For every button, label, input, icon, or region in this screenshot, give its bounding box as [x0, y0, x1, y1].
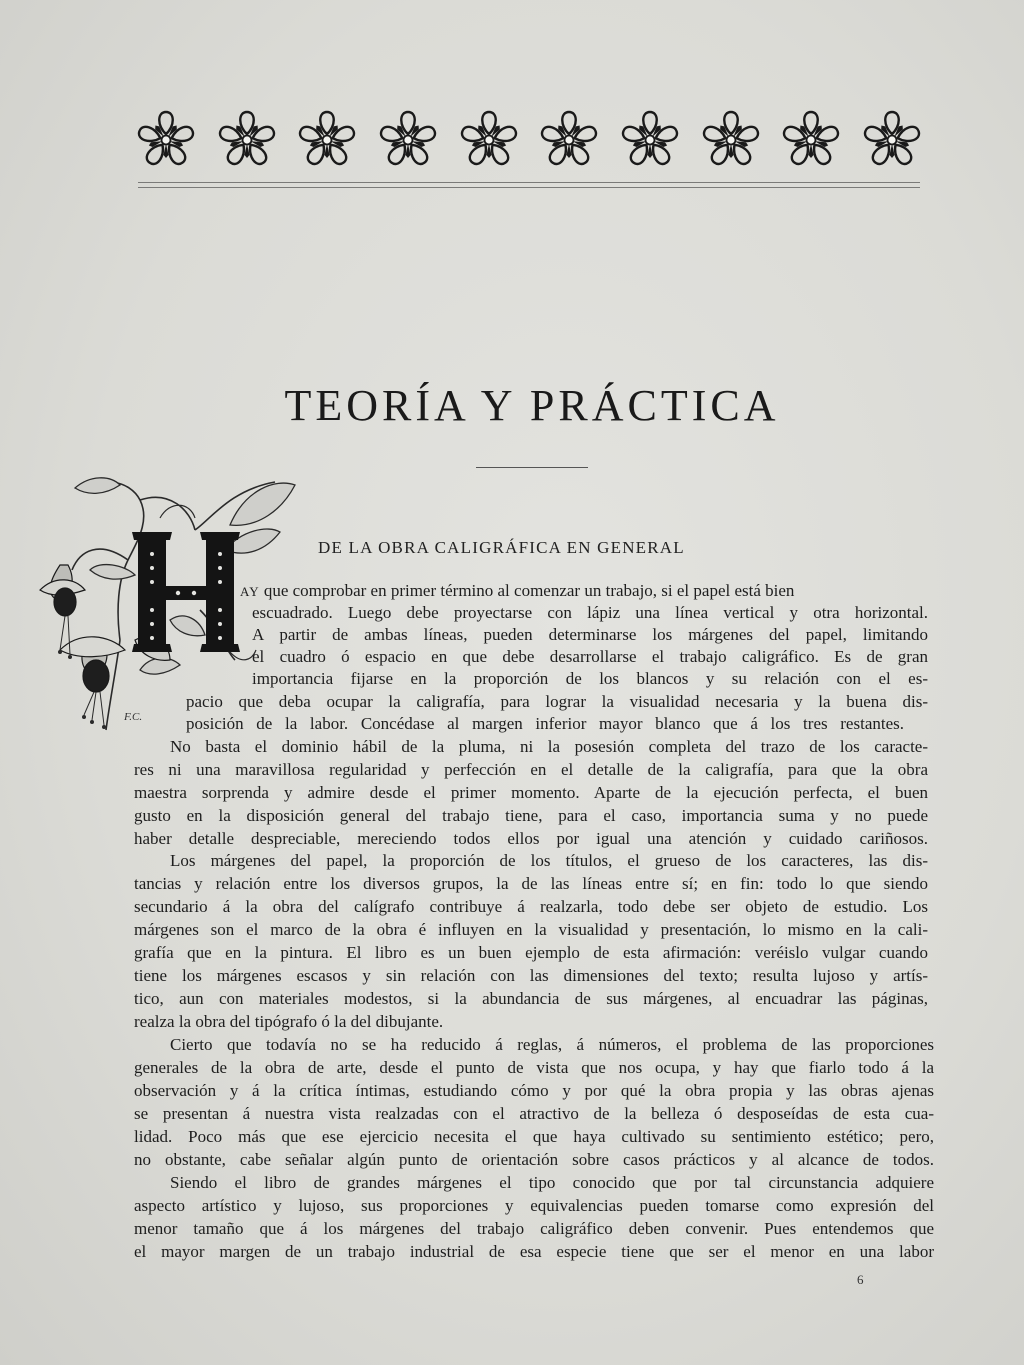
flower-ornament-icon [618, 108, 682, 172]
flower-ornament-row [134, 108, 924, 172]
page-title: TEORÍA Y PRÁCTICA [284, 381, 780, 430]
body-line: Los márgenes del papel, la proporción de los títulos, el grueso de los caracteres, las dis- [170, 851, 928, 870]
body-line: no obstante, cabe señalar algún punto de orientación sobre casos prácticos y al alcance de todos. [134, 1150, 934, 1169]
flower-ornament-icon [860, 108, 924, 172]
body-line: lidad. Poco más que ese ejercicio necesita el que haya cultivado su sentimiento estético; pero, [134, 1127, 934, 1146]
flower-ornament-icon [215, 108, 279, 172]
body-line: tiene los márgenes escasos y sin relación con las dimensiones del texto; resulta lujoso y artís- [134, 966, 928, 985]
body-line: secundario á la obra del calígrafo contribuye á realzarla, todo debe ser objeto de estudio. Los [134, 897, 928, 916]
flower-ornament-icon [134, 108, 198, 172]
small-caps-start: AY [240, 584, 260, 599]
body-line: res ni una maravillosa regularidad y perfección en el detalle de la caligrafía, para que la obra [134, 760, 928, 779]
flower-ornament-icon [699, 108, 763, 172]
body-line: tancias y relación entre los diversos grupos, la de las líneas entre sí; en fin: todo lo que siendo [134, 874, 928, 893]
body-line: aspecto artístico y lujoso, sus proporciones y equivalencias pueden tomarse como expresión del [134, 1196, 934, 1215]
body-line: importancia fijarse en la proporción de los blancos y su relación con el es- [252, 669, 928, 688]
flower-ornament-icon [376, 108, 440, 172]
body-line: observación y á la crítica íntimas, estudiando cómo y por qué la obra propia y las obras ajenas [134, 1081, 934, 1100]
body-line: escuadrado. Luego debe proyectarse con lápiz una línea vertical y otra horizontal. [252, 603, 928, 622]
body-line: Siendo el libro de grandes márgenes el tipo conocido que por tal circunstancia adquiere [170, 1173, 934, 1192]
body-line: realza la obra del tipógrafo ó la del dibujante. [134, 1012, 444, 1031]
body-line: No basta el dominio hábil de la pluma, ni la posesión completa del trazo de los caracte- [170, 737, 928, 756]
body-line: A partir de ambas líneas, pueden determinarse los márgenes del papel, limitando [252, 625, 928, 644]
body-line: gusto en la disposición general del trabajo tiene, para el caso, importancia suma y no puede [134, 806, 928, 825]
body-line: grafía que en la pintura. El libro es un buen ejemplo de esta afirmación: veréislo vulgar cuando [134, 943, 928, 962]
body-line: tico, aun con materiales modestos, si la abundancia de sus márgenes, al encuadrar las páginas, [134, 989, 928, 1008]
body-line: generales de la obra de arte, desde el punto de vista que nos ocupa, y hay que fiarlo todo á la [134, 1058, 934, 1077]
body-line: se presentan á nuestra vista realzadas con el atractivo de la belleza ó desposeídas de esta cua- [134, 1104, 934, 1123]
page-number: 6 [857, 1272, 864, 1287]
body-line: el cuadro ó espacio en que debe desarrollarse el trabajo caligráfico. Es de gran [252, 647, 928, 666]
section-subheading: DE LA OBRA CALIGRÁFICA EN GENERAL [318, 538, 685, 557]
body-line: pacio que deba ocupar la caligrafía, para lograr la visualidad necesaria y la buena dis- [186, 692, 928, 711]
body-line: haber detalle despreciable, mereciendo todos ellos por igual una atención y cuidado cariñosos. [134, 829, 928, 848]
body-line: márgenes son el marco de la obra é influyen en la visualidad y presentación, lo mismo en la cali- [134, 920, 928, 939]
flower-ornament-icon [779, 108, 843, 172]
initial-signature: F.C. [124, 711, 143, 723]
title-rule [476, 467, 588, 468]
body-line: Cierto que todavía no se ha reducido á reglas, á números, el problema de las proporciones [170, 1035, 934, 1054]
flower-ornament-icon [295, 108, 359, 172]
header-rule-bottom [138, 187, 920, 188]
body-line [240, 580, 794, 603]
flower-ornament-icon [457, 108, 521, 172]
body-line: maestra sorprenda y admire desde el primer momento. Aparte de la ejecución perfecta, el buen [134, 783, 928, 802]
line-01-rest: que comprobar en primer término al comenzar un trabajo, si el papel está bien [259, 581, 795, 600]
body-line: el mayor margen de un trabajo industrial de esa especie tiene que ser el menor en una labor [134, 1242, 934, 1261]
body-line: posición de la labor. Concédase al margen inferior mayor blanco que á los tres restantes. [186, 714, 904, 733]
flower-ornament-icon [537, 108, 601, 172]
body-line: menor tamaño que á los márgenes del trabajo caligráfico deben convenir. Pues entendemos que [134, 1219, 934, 1238]
header-rule-top [138, 182, 920, 183]
